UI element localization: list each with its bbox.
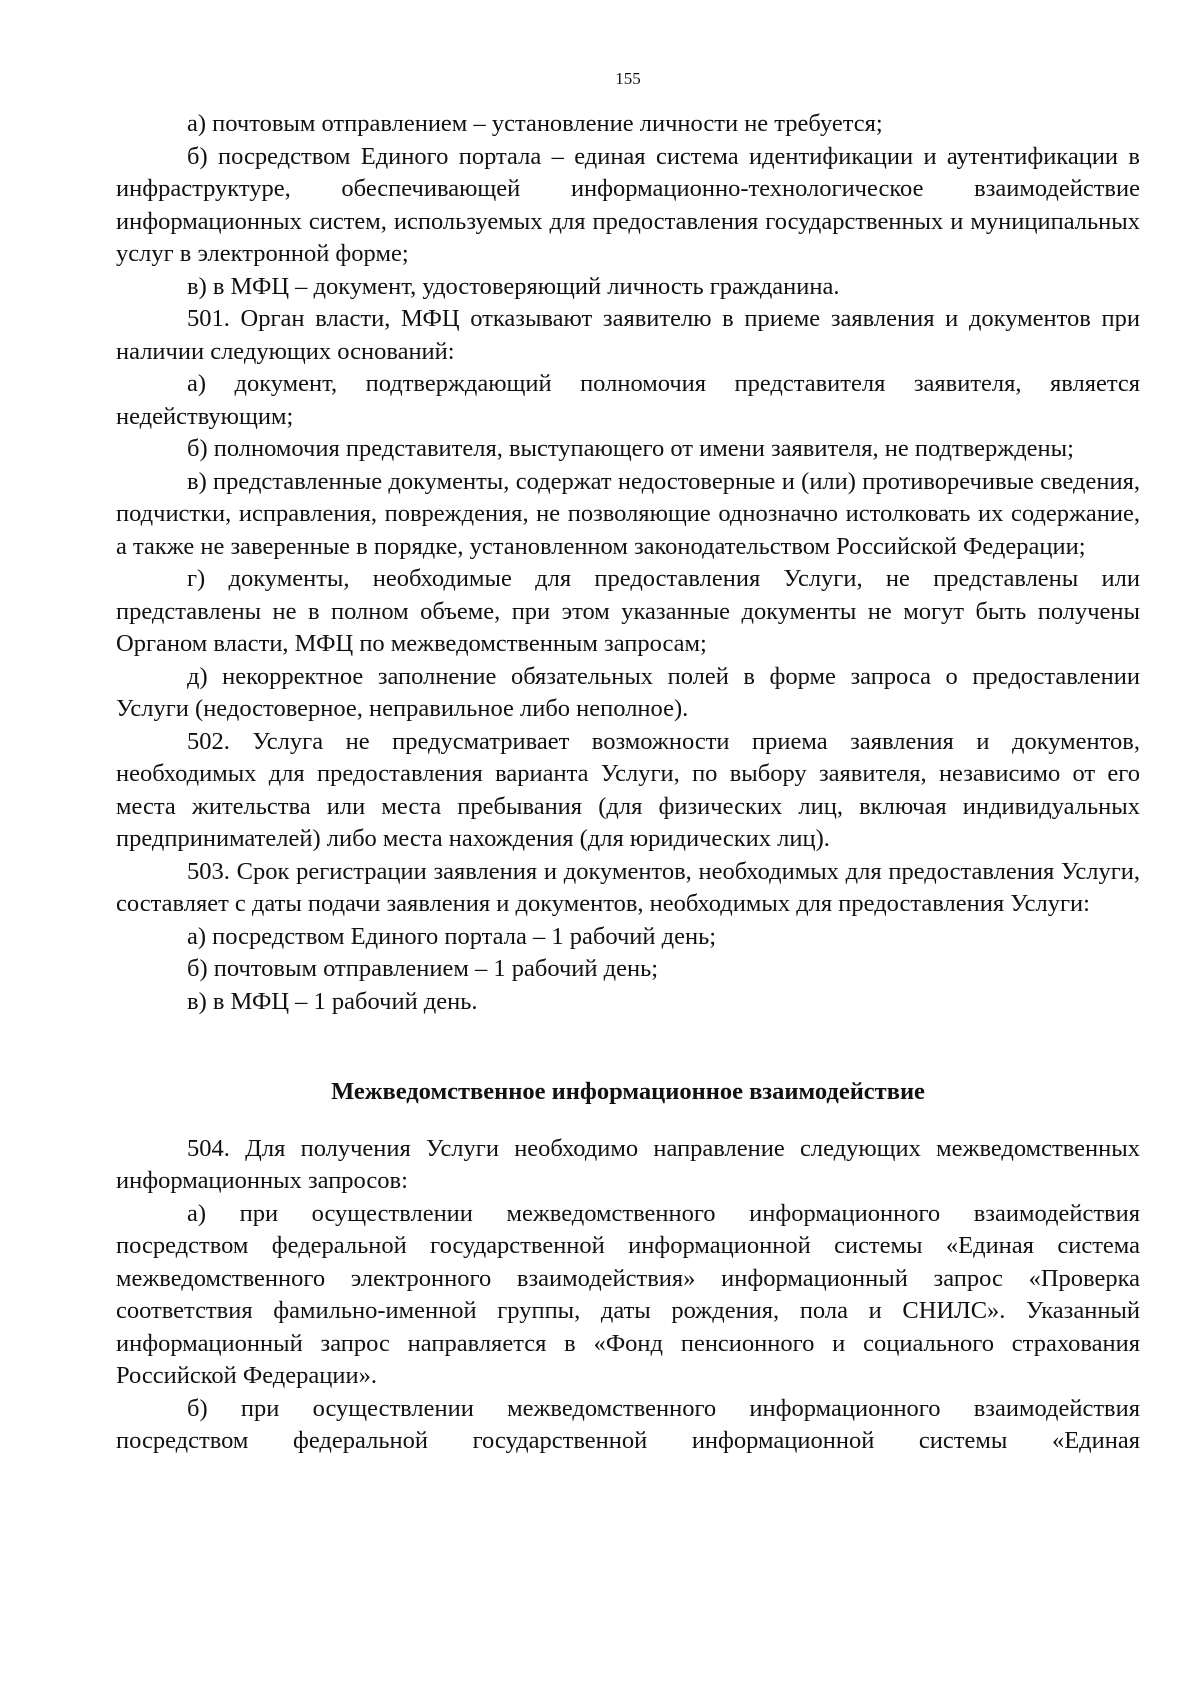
paragraph-501: 501. Орган власти, МФЦ отказывают заявителю в приеме заявления и документов при наличии следующих оснований: <box>116 305 1140 365</box>
paragraph-portal-identity: б) посредством Единого портала – единая система идентификации и аутентификации в инфраструктуре, обеспечивающей информационно-технологическое взаимодействие информационных систем, используемых для предоставления государственных и муниципальных услуг в электронной форме; <box>116 142 1140 267</box>
paragraph-503-b: б) почтовым отправлением – 1 рабочий день; <box>187 955 659 982</box>
paragraph-502: 502. Услуга не предусматривает возможности приема заявления и документов, необходимых для предоставления варианта Услуги, по выбору заявителя, независимо от его места жительства или места пребывания (для физических лиц, включая индивидуальных предпринимателей) либо места нахождения (для юридических лиц). <box>116 727 1140 852</box>
paragraph-501-b: б) полномочия представителя, выступающего от имени заявителя, не подтверждены; <box>187 435 1074 462</box>
paragraph-postal-identity: а) почтовым отправлением – установление личности не требуется; <box>187 110 883 137</box>
paragraph-501-v: в) представленные документы, содержат недостоверные и (или) противоречивые сведения, подчистки, исправления, повреждения, не позволяющие однозначно истолковать их содержание, а также не заверенные в порядке, установленном законодательством Российской Федерации; <box>116 467 1140 560</box>
page-number: 155 <box>615 69 641 88</box>
paragraph-501-g: г) документы, необходимые для предоставления Услуги, не представлены или представлены не в полном объеме, при этом указанные документы не могут быть получены Органом власти, МФЦ по межведомственным запросам; <box>116 565 1140 657</box>
section-heading: Межведомственное информационное взаимодействие <box>331 1078 925 1105</box>
paragraph-503: 503. Срок регистрации заявления и документов, необходимых для предоставления Услуги, составляет с даты подачи заявления и документов, необходимых для предоставления Услуги: <box>116 857 1140 917</box>
paragraph-501-d: д) некорректное заполнение обязательных полей в форме запроса о предоставлении Услуги (недостоверное, неправильное либо неполное). <box>116 662 1140 722</box>
paragraph-mfc-identity: в) в МФЦ – документ, удостоверяющий личность гражданина. <box>187 272 840 300</box>
paragraph-501-a: а) документ, подтверждающий полномочия представителя заявителя, является недействующим; <box>116 370 1140 430</box>
paragraph-503-v: в) в МФЦ – 1 рабочий день. <box>187 987 478 1015</box>
paragraph-503-a: а) посредством Единого портала – 1 рабочий день; <box>187 922 717 950</box>
paragraph-504-b: б) при осуществлении межведомственного информационного взаимодействия посредством федеральной государственной информационной системы «Единая <box>116 1394 1140 1454</box>
paragraph-504: 504. Для получения Услуги необходимо направление следующих межведомственных информационных запросов: <box>116 1134 1140 1194</box>
paragraph-504-a: а) при осуществлении межведомственного информационного взаимодействия посредством федеральной государственной информационной системы «Единая система межведомственного электронного взаимодействия» информационный запрос «Проверка соответствия фамильно-именной группы, даты рождения, пола и СНИЛС». Указанный информационный запрос направляется в «Фонд пенсионного и социального страхования Российской Федерации». <box>116 1199 1140 1389</box>
